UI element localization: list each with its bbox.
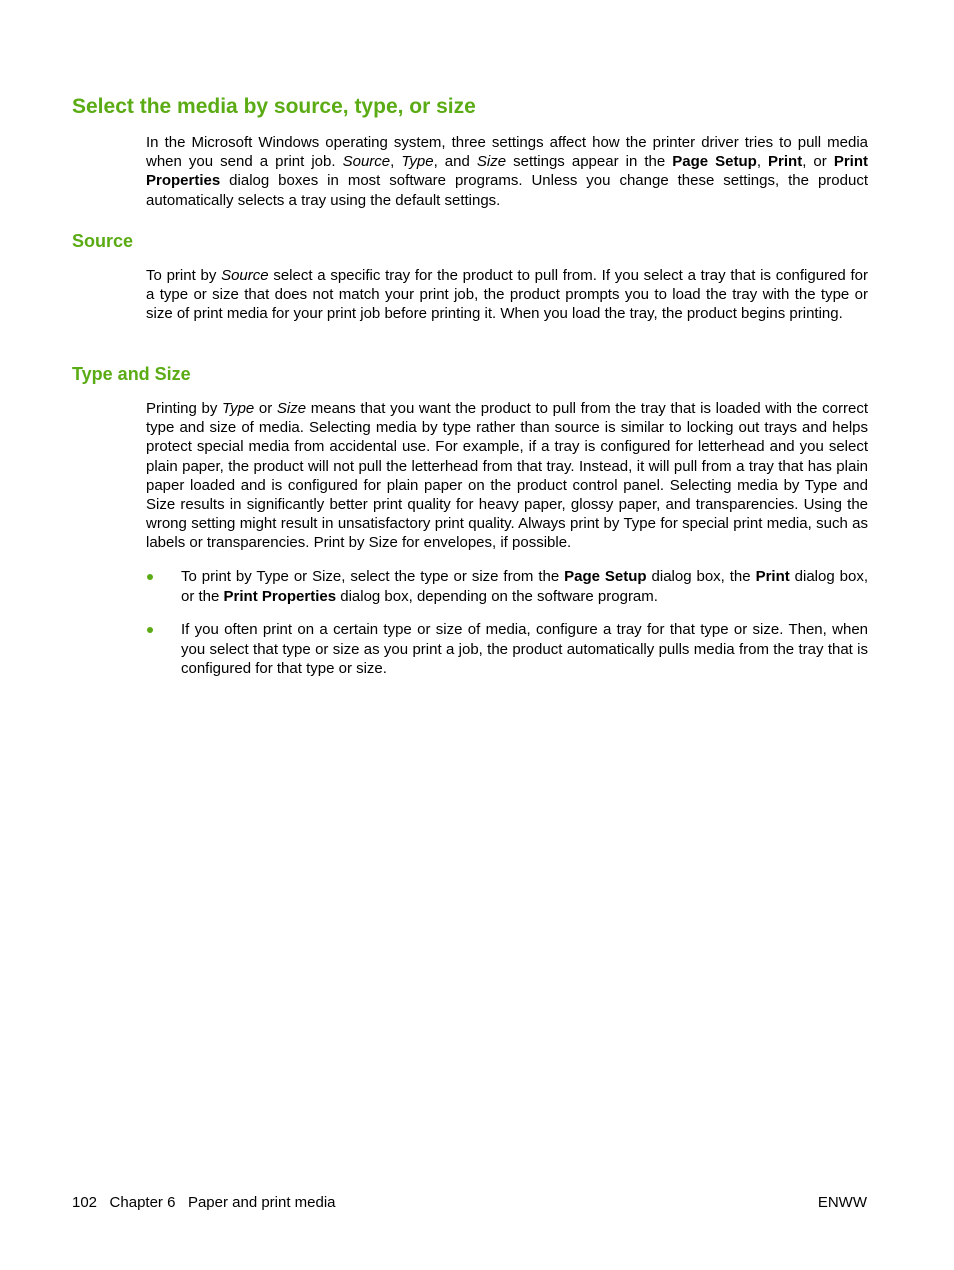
intro-size-term: Size: [476, 153, 507, 171]
list-item: [146, 567, 868, 606]
footer-right: ENWW: [817, 1194, 867, 1211]
intro-text: dialog boxes in most software programs. Unless you change these settings, the product automatically selects a tray using the default settings.: [146, 172, 868, 209]
intro-separator: , and: [433, 153, 477, 171]
bullet-text: dialog box, depending on the software program.: [336, 587, 658, 605]
list-item: [146, 620, 868, 679]
source-text: To print by: [146, 267, 222, 284]
intro-paragraph: [146, 133, 868, 210]
print-term: Print: [755, 568, 790, 585]
intro-type-term: Type: [401, 153, 434, 171]
intro-separator: ,: [756, 153, 769, 171]
intro-separator: , or: [802, 153, 834, 171]
size-term: Size: [276, 400, 307, 417]
footer-left: [72, 1193, 336, 1212]
bullet-list: [146, 567, 868, 679]
intro-separator: ,: [390, 153, 402, 171]
intro-source-term: Source: [342, 153, 391, 171]
intro-print-term: Print: [768, 153, 803, 171]
bullet-text: If you often print on a certain type or size of media, configure a tray for that type or size. Then, when you select that type or size as you print a job, the product automatically pulls media from the tray that is configured for that type or size.: [181, 621, 868, 678]
source-text: select a specific tray for the product to pull from. If you select a tray that is configured for a type or size that does not match your print job, the product prompts you to load the tray with the type or size of print media for your print job before printing it. When you load the tray, the product begins printing.: [146, 267, 868, 323]
footer-chapter: Chapter 6: [109, 1194, 176, 1211]
source-term: Source: [221, 267, 269, 284]
type-size-paragraph: [146, 399, 868, 553]
intro-text: settings appear in the: [506, 153, 673, 171]
bullet-icon: [147, 574, 153, 580]
page-number: 102: [72, 1194, 98, 1211]
page-setup-term: Page Setup: [564, 568, 647, 585]
source-heading: Source: [72, 231, 134, 251]
bullet-text: dialog box, or the: [181, 568, 868, 605]
footer-chapter-title: Paper and print media: [187, 1194, 336, 1211]
type-size-heading: Type and Size: [72, 364, 191, 384]
type-term: Type: [222, 400, 255, 417]
bullet-icon: [147, 627, 153, 633]
bullet-text: dialog box, the: [646, 568, 756, 585]
type-size-text: means that you want the product to pull from the tray that is loaded with the correct type and size of media. Selecting media by type rather than source is similar to locking out trays and helps protect special media from accidental use. For example, if a tray is configured for letterhead and you select plain paper, the product will not pull the letterhead from that tray. Instead, it will pull from a tray that has plain paper loaded and is configured for plain paper on the product control panel. Selecting media by Type and Size results in significantly better print quality for heavy paper, glossy paper, and transparencies. Using the wrong setting might result in unsatisfactory print quality. Always print by Type for special print media, such as labels or transparencies. Print by Size for envelopes, if possible.: [146, 400, 868, 552]
page-title: Select the media by source, type, or size: [72, 95, 476, 118]
type-size-text: Printing by: [146, 400, 223, 417]
print-properties-term: Print Properties: [223, 587, 337, 605]
intro-text: In the Microsoft Windows operating system, three settings affect how the printer driver tries to pull media when you send a print job.: [146, 134, 868, 171]
intro-page-setup-term: Page Setup: [672, 153, 757, 171]
source-paragraph: [146, 266, 868, 324]
intro-print-properties-term: Print Properties: [146, 153, 868, 190]
type-size-text: or: [254, 400, 277, 417]
bullet-text: To print by Type or Size, select the type or size from the: [181, 568, 565, 585]
